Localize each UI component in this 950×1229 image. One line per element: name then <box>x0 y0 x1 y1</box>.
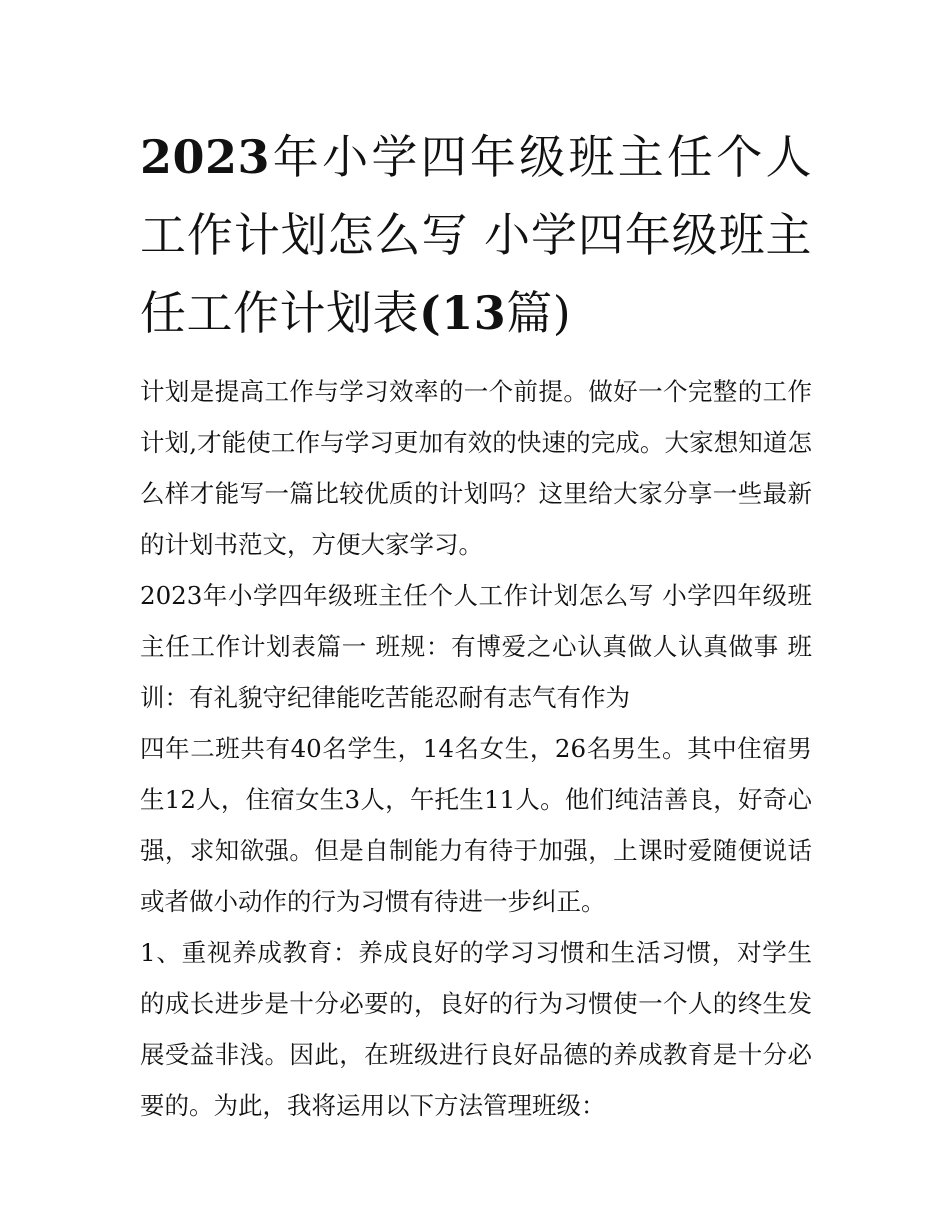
intro-paragraph: 计划是提高工作与学习效率的一个前提。做好一个完整的工作计划,才能使工作与学习更加有效的快速的完成。大家想知道怎么样才能写一篇比较优质的计划吗？这里给大家分享一些最新的计划书范文，方便大家学习。 <box>140 377 812 559</box>
document-page <box>140 118 812 1131</box>
title-year: 2023 <box>140 130 271 184</box>
title-text: 年小学四年级班主任个人工作计划怎么写 小学四年级班主任工作计划表 <box>140 130 812 340</box>
title-suffix: 篇) <box>506 286 572 340</box>
document-title <box>140 118 812 352</box>
title-count: (13 <box>419 286 507 340</box>
habit-education-paragraph: 1、重视养成教育：养成良好的学习习惯和生活习惯，对学生的成长进步是十分必要的，良好的行为习惯使一个人的终生发展受益非浅。因此，在班级进行良好品德的养成教育是十分必要的。为此，我将运用以下方法管理班级： <box>140 938 812 1120</box>
section-heading-paragraph: 2023年小学四年级班主任个人工作计划怎么写 小学四年级班主任工作计划表篇一 班规：有博爱之心认真做人认真做事 班训：有礼貌守纪律能吃苦能忍耐有志气有作为 <box>140 581 812 712</box>
class-situation-paragraph: 四年二班共有40名学生，14名女生，26名男生。其中住宿男生12人，住宿女生3人，午托生11人。他们纯洁善良，好奇心强，求知欲强。但是自制能力有待于加强，上课时爱随便说话或者做小动作的行为习惯有待进一步纠正。 <box>140 734 812 916</box>
